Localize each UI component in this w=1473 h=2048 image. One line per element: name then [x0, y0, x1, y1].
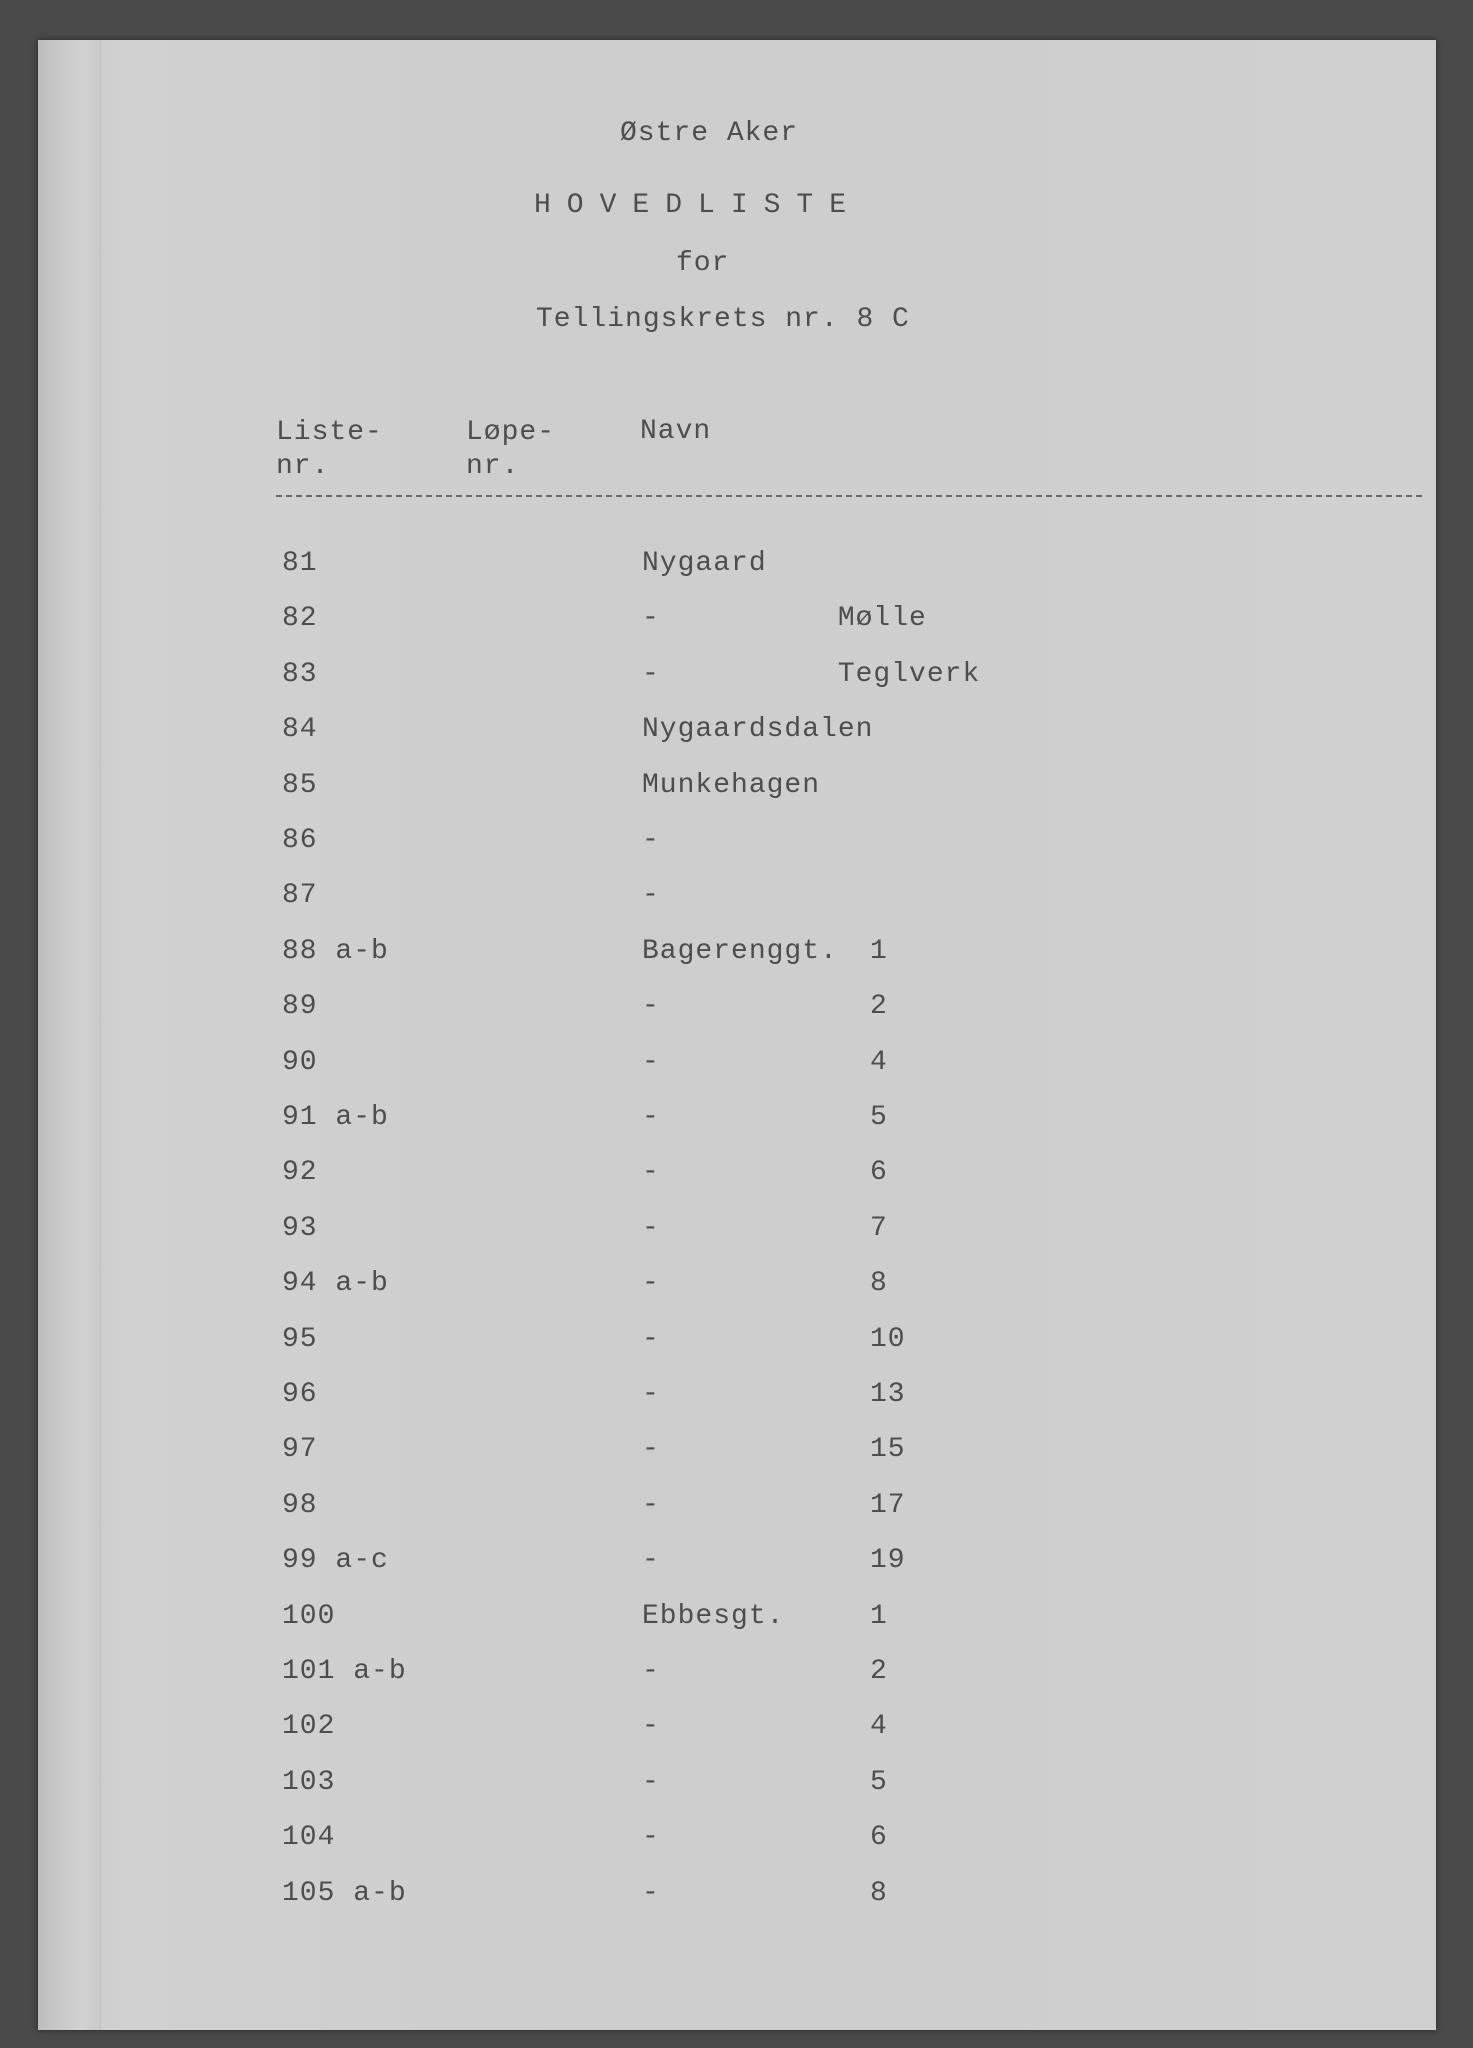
house-number-cell: 4 — [870, 1711, 888, 1743]
table-row — [0, 1545, 1473, 1585]
navn-cell: - — [642, 1711, 660, 1743]
liste-cell: 95 — [282, 1323, 318, 1355]
liste-cell: 89 — [282, 991, 318, 1023]
navn-cell: - — [642, 1212, 660, 1244]
table-row — [0, 548, 1473, 588]
table-row — [0, 1656, 1473, 1696]
liste-cell: 85 — [282, 769, 318, 801]
navn-cell: - — [642, 1268, 660, 1300]
house-number-cell: 4 — [870, 1046, 888, 1078]
liste-cell: 83 — [282, 658, 318, 690]
navn-cell: - — [642, 1157, 660, 1189]
liste-cell: 87 — [282, 880, 318, 912]
house-number-cell: 6 — [870, 1157, 888, 1189]
navn-cell: - — [642, 1046, 660, 1078]
house-number-cell: 2 — [870, 991, 888, 1023]
house-number-cell: 17 — [870, 1489, 906, 1521]
navn-cell: - — [642, 1379, 660, 1410]
navn-cell: - — [642, 1656, 660, 1687]
liste-cell: 91 a-b — [282, 1102, 389, 1133]
column-header-liste: Liste- nr. — [276, 417, 383, 482]
navn-cell: Nygaardsdalen — [642, 714, 874, 746]
table-row — [0, 1490, 1473, 1530]
table-row — [0, 770, 1473, 810]
house-number-cell: 1 — [870, 1600, 888, 1632]
navn-cell: - — [642, 1489, 660, 1521]
navn-cell: Munkehagen — [642, 769, 821, 801]
district-label: Tellingskrets nr. 8 C — [536, 304, 910, 335]
navn-cell: - — [642, 1434, 660, 1466]
document-heading: HOVEDLISTE — [534, 190, 863, 221]
liste-cell: 100 — [282, 1600, 336, 1632]
table-row — [0, 825, 1473, 865]
navn-cell: Nygaard — [642, 548, 767, 579]
liste-cell: 86 — [282, 825, 318, 856]
table-row — [0, 936, 1473, 976]
table-row — [0, 1102, 1473, 1142]
navn-cell: Bagerenggt. — [642, 935, 838, 967]
liste-cell: 88 a-b — [282, 935, 389, 967]
house-number-cell: 19 — [870, 1545, 906, 1577]
liste-cell: 104 — [282, 1822, 336, 1854]
liste-cell: 101 a-b — [282, 1656, 407, 1687]
liste-cell: 81 — [282, 548, 318, 579]
house-number-cell: 5 — [870, 1102, 888, 1133]
table-row — [0, 1767, 1473, 1807]
liste-cell: 98 — [282, 1489, 318, 1521]
heading-for: for — [676, 248, 730, 279]
column-header-lope: Løpe- nr. — [466, 417, 556, 482]
liste-cell: 105 a-b — [282, 1877, 407, 1909]
house-number-cell: 1 — [870, 935, 888, 967]
liste-cell: 102 — [282, 1711, 336, 1743]
navn-cell: - — [642, 1323, 660, 1355]
table-row — [0, 1047, 1473, 1087]
navn-cell: - — [642, 1766, 660, 1798]
house-number-cell: 6 — [870, 1822, 888, 1854]
house-number-cell: 2 — [870, 1656, 888, 1687]
table-row — [0, 1213, 1473, 1253]
house-number-cell: 13 — [870, 1379, 906, 1410]
liste-cell: 84 — [282, 714, 318, 746]
table-row — [0, 1268, 1473, 1308]
table-row — [0, 1157, 1473, 1197]
house-number-cell: 10 — [870, 1323, 906, 1355]
table-row — [0, 880, 1473, 920]
column-header-navn: Navn — [640, 416, 712, 447]
navn-cell: - — [642, 825, 660, 856]
table-row — [0, 603, 1473, 643]
table-row — [0, 1324, 1473, 1364]
table-row — [0, 1434, 1473, 1474]
navn-cell: - — [642, 991, 660, 1023]
table-row — [0, 991, 1473, 1031]
liste-cell: 90 — [282, 1046, 318, 1078]
liste-cell: 82 — [282, 603, 318, 635]
table-row — [0, 714, 1473, 754]
liste-cell: 94 a-b — [282, 1268, 389, 1300]
liste-cell: 96 — [282, 1379, 318, 1410]
navn-cell: - Teglverk — [642, 658, 981, 690]
liste-cell: 103 — [282, 1766, 336, 1798]
navn-cell: - — [642, 1822, 660, 1854]
liste-cell: 93 — [282, 1212, 318, 1244]
house-number-cell: 15 — [870, 1434, 906, 1466]
navn-cell: - — [642, 1877, 660, 1909]
table-row — [0, 1878, 1473, 1918]
table-row — [0, 1601, 1473, 1641]
navn-cell: - — [642, 1102, 660, 1133]
table-row — [0, 1822, 1473, 1862]
liste-cell: 92 — [282, 1157, 318, 1189]
house-number-cell: 8 — [870, 1877, 888, 1909]
document-title: Østre Aker — [620, 118, 799, 149]
table-row — [0, 1711, 1473, 1751]
house-number-cell: 5 — [870, 1766, 888, 1798]
liste-cell: 97 — [282, 1434, 318, 1466]
house-number-cell: 8 — [870, 1268, 888, 1300]
liste-cell: 99 a-c — [282, 1545, 389, 1577]
navn-cell: - Mølle — [642, 603, 927, 635]
navn-cell: Ebbesgt. — [642, 1600, 785, 1632]
navn-cell: - — [642, 1545, 660, 1577]
navn-cell: - — [642, 880, 660, 912]
header-divider — [276, 495, 1422, 497]
table-row — [0, 1379, 1473, 1419]
table-row — [0, 659, 1473, 699]
house-number-cell: 7 — [870, 1212, 888, 1244]
